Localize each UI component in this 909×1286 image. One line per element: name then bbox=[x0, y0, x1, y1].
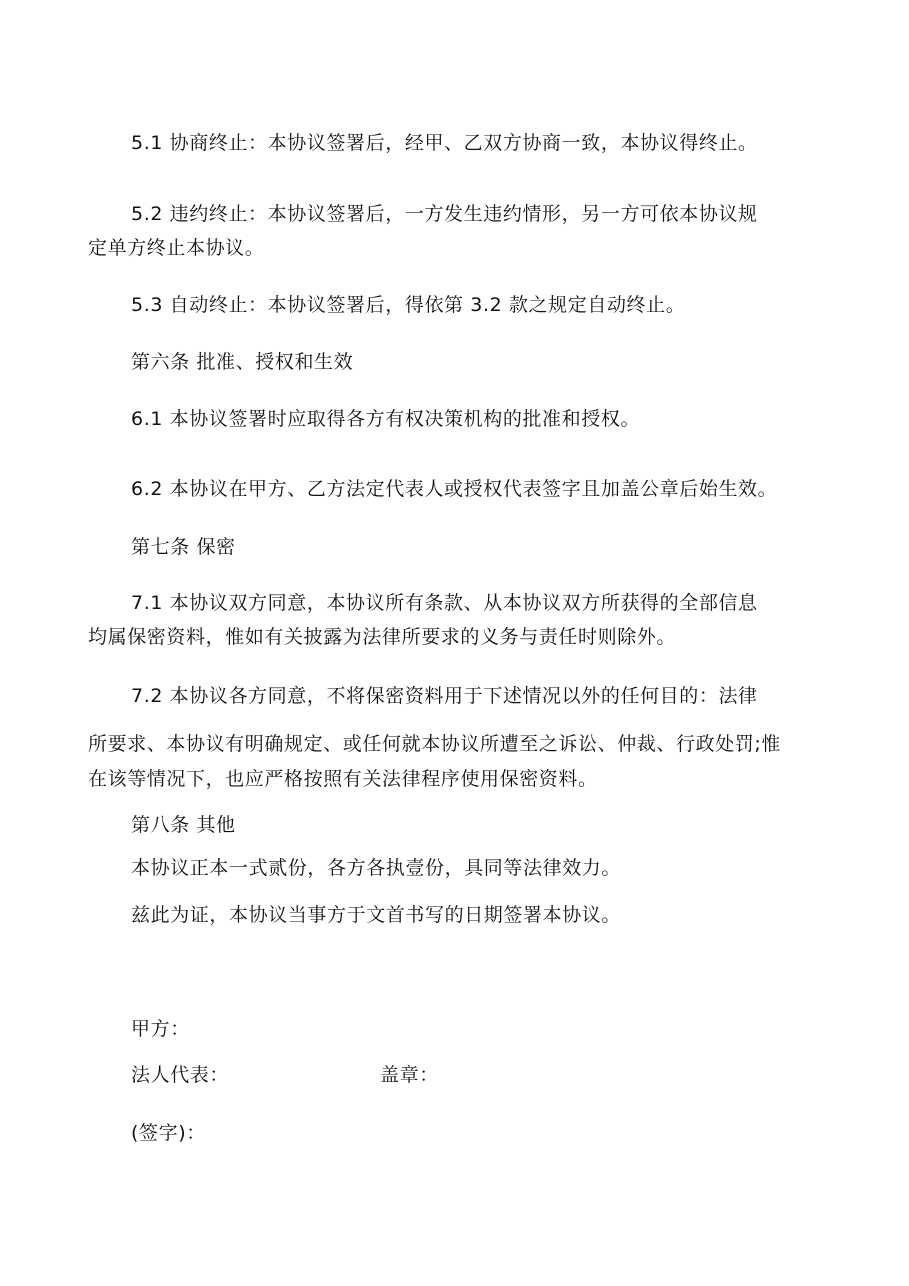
legal-representative-label: 法人代表： bbox=[131, 1064, 230, 1086]
clause-6-2: 6.2 本协议在甲方、乙方法定代表人或授权代表签字且加盖公章后始生效。 bbox=[131, 478, 778, 500]
clause-7-2-line2: 所要求、本协议有明确规定、或任何就本协议所遭至之诉讼、仲裁、行政处罚;惟 bbox=[88, 733, 782, 755]
article-6-title: 第六条 批准、授权和生效 bbox=[131, 351, 354, 373]
signature-label: (签字)： bbox=[131, 1122, 206, 1144]
clause-8-1: 本协议正本一式贰份，各方各执壹份，具同等法律效力。 bbox=[131, 857, 622, 879]
clause-5-1: 5.1 协商终止：本协议签署后，经甲、乙双方协商一致，本协议得终止。 bbox=[131, 132, 758, 154]
party-a-label: 甲方： bbox=[131, 1018, 190, 1040]
clause-6-1: 6.1 本协议签署时应取得各方有权决策机构的批准和授权。 bbox=[131, 408, 641, 430]
article-7-title: 第七条 保密 bbox=[131, 536, 236, 558]
clause-8-2: 兹此为证，本协议当事方于文首书写的日期签署本协议。 bbox=[131, 904, 622, 926]
clause-7-2-line3: 在该等情况下，也应严格按照有关法律程序使用保密资料。 bbox=[88, 768, 598, 790]
clause-5-2-line2: 定单方终止本协议。 bbox=[88, 237, 265, 259]
clause-5-2-line1: 5.2 违约终止：本协议签署后，一方发生违约情形，另一方可依本协议规 bbox=[131, 203, 758, 225]
seal-label: 盖章： bbox=[380, 1064, 439, 1086]
article-8-title: 第八条 其他 bbox=[131, 814, 236, 836]
clause-7-1-line1: 7.1 本协议双方同意，本协议所有条款、从本协议双方所获得的全部信息 bbox=[131, 592, 758, 614]
clause-7-1-line2: 均属保密资料，惟如有关披露为法律所要求的义务与责任时则除外。 bbox=[88, 626, 677, 648]
clause-7-2-line1: 7.2 本协议各方同意，不将保密资料用于下述情况以外的任何目的：法律 bbox=[131, 685, 758, 707]
clause-5-3: 5.3 自动终止：本协议签署后，得依第 3.2 款之规定自动终止。 bbox=[131, 294, 686, 316]
